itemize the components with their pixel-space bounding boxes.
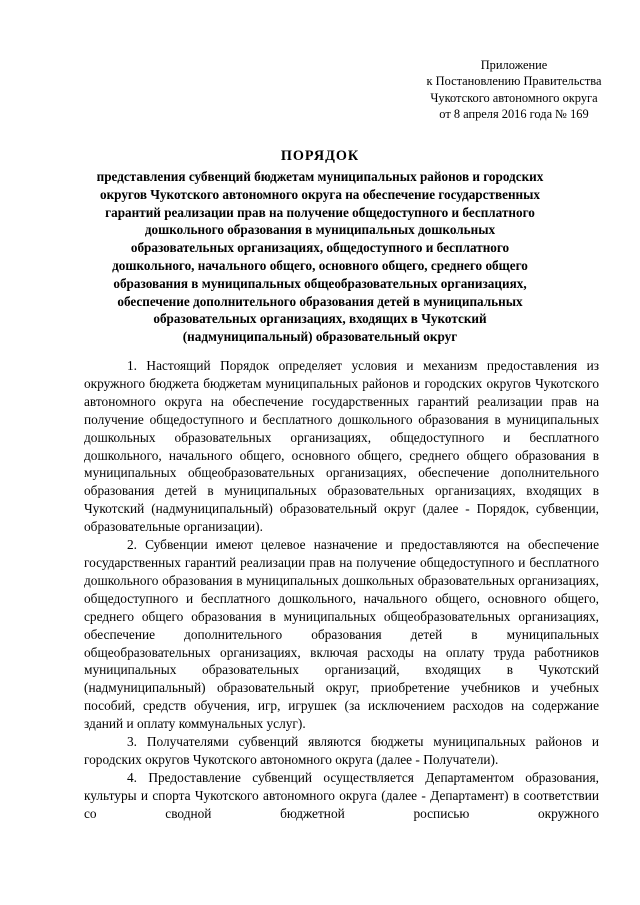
appendix-line-4: от 8 апреля 2016 года № 169 (439, 107, 589, 122)
subtitle-line: (надмуниципальный) образовательный округ (182, 329, 458, 345)
paragraph-2: 2. Субвенции имеют целевое назначение и предоставляются на обеспечение государственных гарантий реализации прав на получение общедоступного и бесплатного дошкольного образования в муниципальных дошкольных образовательных организациях, общедоступного и бесплатного дошкольного, начального общего, основного общего, среднего общего образования в муниципальных общеобразовательных организациях, обеспечение дополнительного образования детей в муниципальных общеобразовательных организациях, включая расходы на оплату труда работников муниципальных образовательных организаций, входящих в Чукотский (надмуниципальный) образовательный округ, приобретение учебников и учебных пособий, средств обучения, игр, игрушек (за исключением расходов на содержание зданий и оплату коммунальных услуг). (84, 537, 599, 732)
paragraph-4: 4. Предоставление субвенций осуществляется Департаментом образования, культуры и спорта Чукотского автономного округа (далее - Департамент) в соответствии со сводной бюджетной росписью окружного (84, 769, 599, 821)
subtitle-line: дошкольного, начального общего, основного общего, среднего общего (112, 257, 528, 273)
appendix-line-1: Приложение (480, 58, 548, 72)
appendix-line-3: Чукотского автономного округа (430, 90, 598, 105)
subtitle-line: округов Чукотского автономного округа на обеспечение государственных (99, 186, 541, 202)
document-title: ПОРЯДОК (280, 148, 360, 164)
subtitle-line: представления субвенций бюджетам муниципальных районов и городских (96, 169, 544, 184)
subtitle-line: образования в муниципальных общеобразовательных организациях, (113, 275, 527, 291)
subtitle-line: дошкольного образования в муниципальных дошкольных (144, 222, 496, 238)
appendix-line-2: к Постановлению Правительства (426, 74, 602, 89)
subtitle-line: гарантий реализации прав на получение общедоступного и бесплатного (105, 204, 535, 220)
subtitle-line: образовательных организациях, общедоступного и бесплатного (130, 240, 510, 256)
subtitle-line: образовательных организациях, входящих в Чукотский (153, 311, 487, 327)
paragraph-3: 3. Получателями субвенций являются бюджеты муниципальных районов и городских округов Чукотского автономного округа (далее - Получатели). (84, 734, 599, 767)
paragraph-1: 1. Настоящий Порядок определяет условия и механизм предоставления из окружного бюджета бюджетам муниципальных районов и городских округов Чукотского автономного округа на обеспечение государственных гарантий реализации прав на получение общедоступного и бесплатного дошкольного образования в муниципальных дошкольных образовательных организациях, общедоступного и бесплатного дошкольного, начального общего, основного общего, среднего общего образования в муниципальных общеобразовательных организациях, обеспечение дополнительного образования детей в муниципальных образовательных организациях, входящих в Чукотский (надмуниципальный) образовательный округ (далее - Порядок, субвенции, образовательные организации). (84, 358, 599, 535)
document-body (84, 357, 599, 823)
document-subtitle (80, 168, 560, 346)
appendix-header (404, 57, 624, 123)
subtitle-line: обеспечение дополнительного образования детей в муниципальных (117, 293, 523, 309)
